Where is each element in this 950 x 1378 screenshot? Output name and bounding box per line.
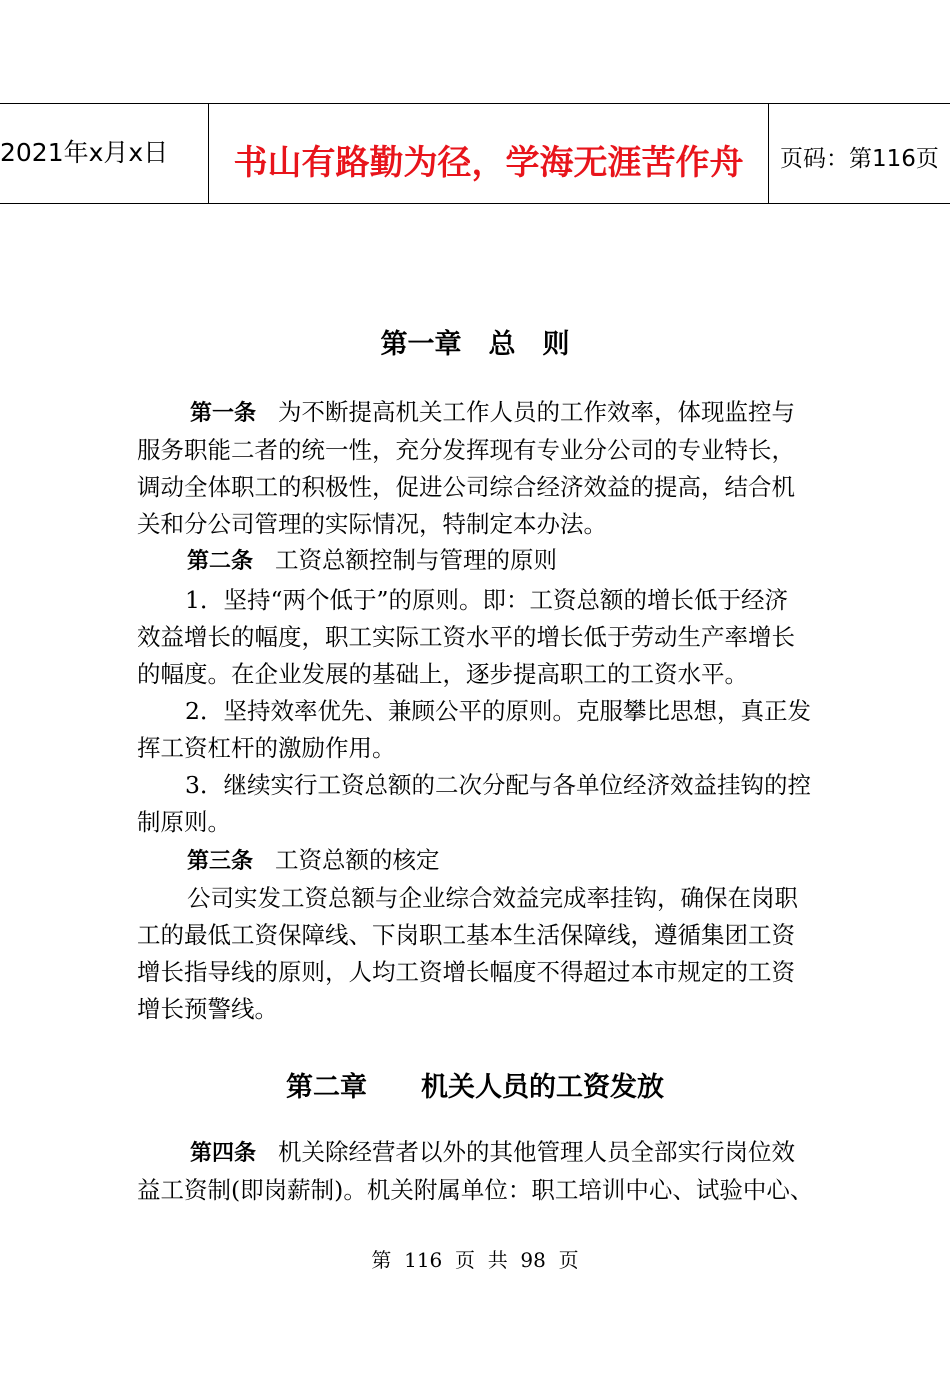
header-motto: 书山有路勤为径，学海无涯苦作舟: [233, 143, 744, 183]
article-2-heading: [137, 542, 870, 580]
article-4-line-2: 益工资制(即岗薪制)。机关附属单位：职工培训中心、试验中心、: [137, 1176, 814, 1204]
page-footer: 第 116 页 共 98 页: [371, 1248, 579, 1272]
article-2-item-2-line-2: 挥工资杠杆的激励作用。: [137, 734, 396, 762]
article-3-label: 第三条: [187, 849, 254, 874]
article-1-line-4: 关和分公司管理的实际情况，特制定本办法。: [137, 510, 607, 538]
article-2-label: 第二条: [187, 549, 254, 574]
article-2-item-3-line-1: 3．继续实行工资总额的二次分配与各单位经济效益挂钩的控: [185, 771, 811, 799]
article-2-item-1-line-2: 效益增长的幅度，职工实际工资水平的增长低于劳动生产率增长: [137, 623, 795, 651]
article-2-item-3-line-2: 制原则。: [137, 808, 231, 836]
article-3-line-2: 工的最低工资保障线、下岗职工基本生活保障线，遵循集团工资: [137, 921, 795, 949]
header-divider-right: [768, 103, 769, 204]
article-3-line-3: 增长指导线的原则，人均工资增长幅度不得超过本市规定的工资: [137, 958, 795, 986]
chapter-2-title: 第二章 机关人员的工资发放: [286, 1072, 664, 1103]
article-3-line-1: 公司实发工资总额与企业综合效益完成率挂钩，确保在岗职: [187, 884, 798, 912]
article-1-label: 第一条: [190, 401, 257, 426]
article-4-line-1: 机关除经营者以外的其他管理人员全部实行岗位效: [278, 1138, 796, 1166]
article-3-heading: [137, 842, 870, 880]
header-page-number: 页码：第116页: [780, 146, 939, 172]
article-1: [137, 394, 870, 543]
article-4: [137, 1134, 870, 1209]
article-2-item-1-line-3: 的幅度。在企业发展的基础上，逐步提高职工的工资水平。: [137, 660, 748, 688]
article-2-item-2: [137, 693, 870, 767]
header-bottom-rule: [0, 203, 950, 204]
article-3-body: [137, 880, 870, 1028]
article-2-item-1: [137, 582, 870, 693]
article-2-item-2-line-1: 2．坚持效率优先、兼顾公平的原则。克服攀比思想，真正发: [185, 697, 811, 725]
article-3-line-4: 增长预警线。: [137, 995, 278, 1023]
chapter-1-title: 第一章 总 则: [380, 329, 570, 360]
article-1-line-1: 为不断提高机关工作人员的工作效率，体现监控与: [278, 398, 796, 426]
article-3-title: 工资总额的核定: [275, 846, 440, 874]
header-top-rule: [0, 103, 950, 104]
article-2-item-3: [137, 767, 870, 841]
article-2-item-1-line-1: 1．坚持“两个低于”的原则。即：工资总额的增长低于经济: [185, 586, 788, 614]
article-1-line-2: 服务职能二者的统一性，充分发挥现有专业分公司的专业特长，: [137, 436, 795, 464]
header-date: 2021年x月x日: [0, 138, 169, 167]
article-4-label: 第四条: [190, 1141, 257, 1166]
article-1-line-3: 调动全体职工的积极性，促进公司综合经济效益的提高，结合机: [137, 473, 795, 501]
article-2-title: 工资总额控制与管理的原则: [275, 546, 558, 574]
